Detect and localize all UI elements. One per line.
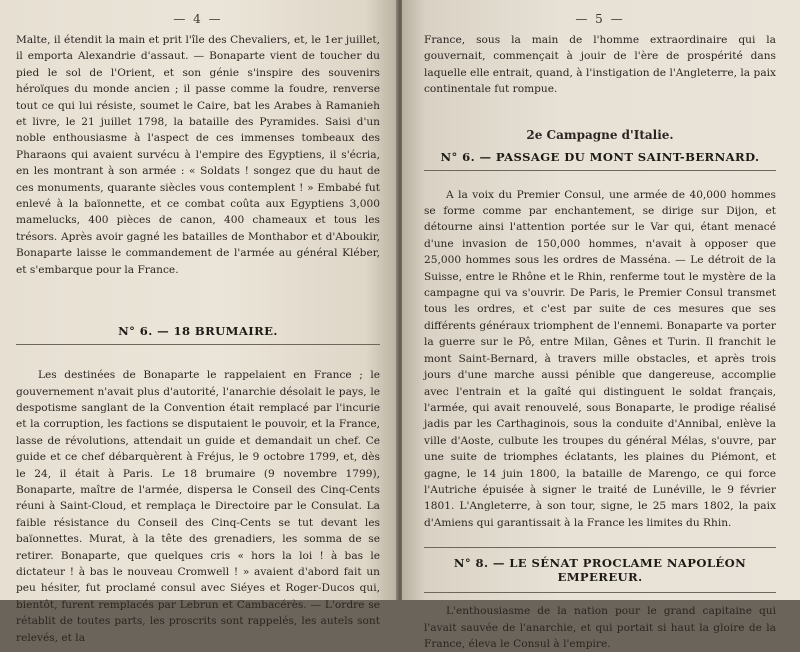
- empereur-paragraph: L'enthousiasme de la nation pour le grand capitaine qui l'avait sauvée de l'anarchie, et qui portait si haut la gloire de la France, éleva le Consul à l'empire.: [424, 605, 776, 650]
- section-heading-empereur: N° 8. — LE SÉNAT PROCLAME NAPOLÉON EMPEREUR.: [453, 556, 747, 585]
- page-number-right: — 5 —: [575, 12, 625, 26]
- heading-divider: [16, 344, 380, 345]
- heading-divider: [424, 170, 776, 171]
- saint-bernard-paragraph: A la voix du Premier Consul, une armée de 40,000 hommes se forme comme par enchantement, se dirige sur Dijon, et détourne ainsi l'attention portée sur le Var qui, étant menacé d'une invasion de 150,000 hommes, n'avait à opposer que 25,000 hommes sous les ordres de Masséna. — Le détroit de la Suisse, entre le Rhône et le Rhin, renferme tout le mystère de la campagne qui va s'ouvrir. De Paris, le Premier Consul transmet tous les ordres, et c'est par suite de ces mesures que ses différents généraux triomphent de l'ennemi. Bonaparte va porter la guerre sur le Pô, entre Milan, Gênes et Turin. Il franchit le mont Saint-Bernard, à travers mille obstacles, et après trois jours d'une marche aussi pénible que dangereuse, accomplie avec l'entrain et la gaîté qui distinguent le soldat français, l'armée, qui avait renouvelé, sous Bonaparte, le prodige réalisé jadis par les Carthaginois, sous la conduite d'Annibal, enlève la ville d'Aoste, culbute les troupes du général Mélas, s'ouvre, par une suite de triomphes éclatants, les plaines du Piémont, et gagne, le 14 juin 1800, la bataille de Marengo, ce qui force l'Autriche épuisée à signer le traité de Lunéville, le 9 février 1801. L'Angleterre, à son tour, signe, le 25 mars 1802, la paix d'Amiens qui garantissait à la France les limites du Rhin.: [424, 188, 776, 529]
- section-empereur: [424, 547, 776, 652]
- campaign-title: 2e Campagne d'Italie.: [526, 127, 674, 142]
- page-number-left: — 4 —: [173, 12, 223, 26]
- section-18-brumaire: [16, 324, 380, 646]
- section-heading-brumaire: N° 6. — 18 BRUMAIRE.: [118, 324, 278, 339]
- left-intro-paragraph: Malte, il étendit la main et prit l'île des Chevaliers, et, le 1er juillet, il emporta Alexandrie d'assaut. — Bonaparte vient de toucher du pied le sol de l'Orient, et son génie s'inspire des souvenirs héroïques du monde ancien ; il passe comme la foudre, renverse tout ce qui lui résiste, soumet le Caire, bat les Arabes à Ramanieh et livre, le 21 juillet 1798, la bataille des Pyramides. Saisi d'un noble enthousiasme à l'aspect de ces immenses tombeaux des Pharaons qui avaient survécu à l'empire des Egyptiens, il s'écria, en les montrant à son armée : « Soldats ! songez que du haut de ces monuments, quarante siècles vous contemplent ! » Embabé fut enlevé à la baïonnette, et ce combat coûta aux Egyptiens 3,000 mamelucks, 400 pièces de canon, 400 chameaux et tous les trésors. Après avoir gagné les batailles de Monthabor et d'Aboukir, Bonaparte laisse le commandement de l'armée au général Kléber, et s'embarque pour la France.: [16, 34, 380, 276]
- right-page: [402, 0, 800, 650]
- right-intro-paragraph: France, sous la main de l'homme extraordinaire qui la gouvernait, commençait à jouir de l'ère de prospérité dans laquelle elle entrait, quand, à l'instigation de l'Angleterre, la paix continentale fut rompue.: [424, 34, 776, 96]
- section-heading-saint-bernard: N° 6. — PASSAGE DU MONT SAINT-BERNARD.: [440, 149, 760, 164]
- heading-divider: [424, 592, 776, 593]
- heading-divider: [424, 547, 776, 548]
- left-page: [0, 0, 398, 644]
- brumaire-paragraph: Les destinées de Bonaparte le rappelaient en France ; le gouvernement n'avait plus d'autorité, l'anarchie désolait le pays, le despotisme sanglant de la Convention était remplacé par l'incurie et la corruption, les factions se disputaient le pouvoir, et la France, lasse de révolutions, attendait un guide et demandait un chef. Ce guide et ce chef débarquèrent à Fréjus, le 9 octobre 1799, et, dès le 24, il était à Paris. Le 18 brumaire (9 novembre 1799), Bonaparte, maître de l'armée, dispersa le Conseil des Cinq-Cents réuni à Saint-Cloud, et remplaça le Directoire par le Consulat. La faible résistance du Conseil des Cinq-Cents se tut devant les baïonnettes. Murat, à la tête des grenadiers, les somma de se retirer. Bonaparte, que quelques cris « hors la loi ! à bas le dictateur ! à bas le nouveau Cromwell ! » avaient d'abord fait un peu hésiter, fut proclamé consul avec Siéyes et Roger-Ducos qui, bientôt, furent remplacés par Lebrun et Cambacérès. — L'ordre se rétablit de toutes parts, les proscrits sont rappelés, les autels sont relevés, et la: [16, 369, 380, 644]
